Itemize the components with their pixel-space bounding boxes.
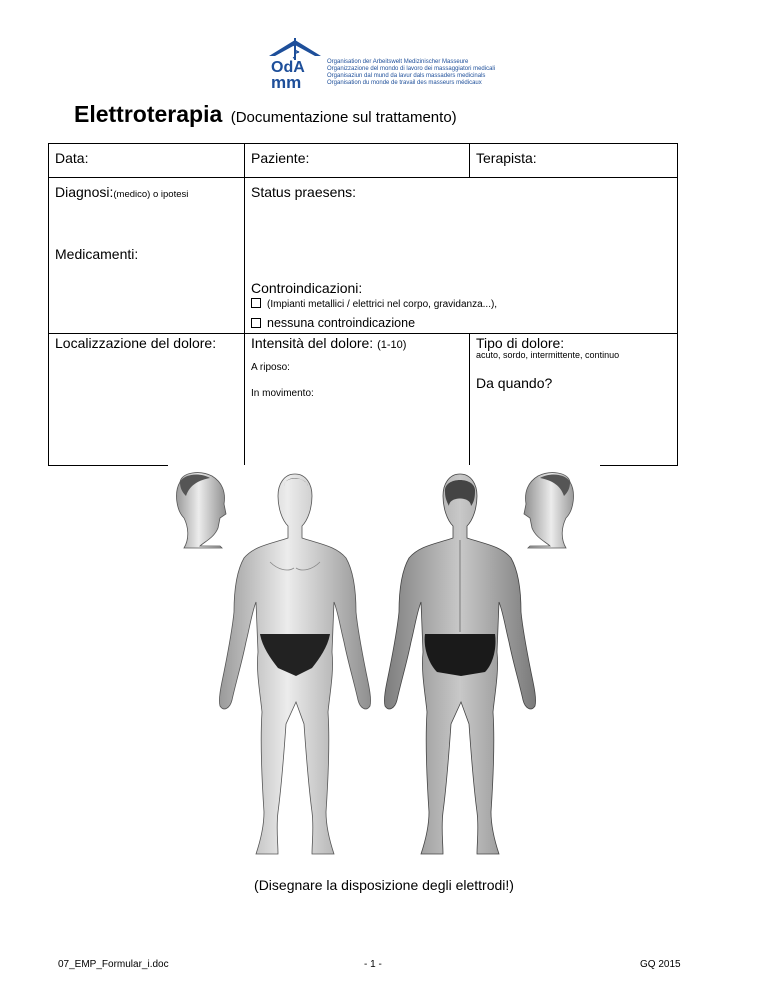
table-border-bottom-left [48, 465, 168, 466]
logo-org-rm: Organisaziun dal mund da lavur dals massaders medicinals [327, 73, 486, 79]
field-localizzazione-label: Localizzazione del dolore: [55, 335, 217, 351]
body-front [219, 474, 370, 854]
logo-org-fr: Organisation du monde de travail des masseurs médicaux [327, 80, 482, 86]
diagram-caption: (Disegnare la disposizione degli elettrodi!) [254, 877, 514, 893]
field-paziente-label: Paziente: [251, 150, 310, 166]
head-profile-right [524, 473, 573, 548]
option-impianti-label: (Impianti metallici / elettrici nel corpo, gravidanza...), [267, 299, 498, 310]
checkbox-impianti[interactable] [251, 298, 261, 308]
footer-version: GQ 2015 [640, 959, 681, 970]
field-tipo-label: Tipo di dolore: [476, 335, 565, 351]
field-intensita-range: (1-10) [377, 339, 407, 351]
title-main: Elettroterapia [74, 101, 223, 127]
field-medicamenti-label: Medicamenti: [55, 246, 139, 262]
option-nessuna[interactable] [251, 316, 415, 330]
field-diagnosi [55, 184, 188, 200]
table-rule-1 [48, 177, 678, 178]
field-terapista-label: Terapista: [476, 150, 537, 166]
field-movimento-label: In movimento: [251, 388, 314, 399]
field-diagnosi-note: (medico) o ipotesi [113, 189, 189, 200]
table-border-top [48, 143, 678, 144]
oda-mm-logo [265, 36, 525, 90]
table-divider-2b [469, 333, 470, 465]
field-data-label: Data: [55, 150, 89, 166]
field-controindicazioni-label: Controindicazioni: [251, 280, 363, 296]
table-border-left [48, 143, 49, 465]
logo-org-it: Organizzazione del mondo di lavoro dei massaggiatori medicali [327, 66, 496, 72]
table-border-right [677, 143, 678, 465]
field-intensita [251, 335, 406, 351]
field-tipo-options: acuto, sordo, intermittente, continuo [476, 350, 620, 360]
table-divider-2a [469, 143, 470, 177]
footer-page-number: - 1 - [364, 959, 382, 970]
logo-text-bottom: mm [271, 73, 302, 90]
logo-organisations [327, 59, 495, 87]
field-da-quando-label: Da quando? [476, 375, 553, 391]
head-profile-left [177, 473, 226, 548]
footer-filename: 07_EMP_Formular_i.doc [58, 959, 169, 970]
field-diagnosi-label: Diagnosi: [55, 184, 114, 200]
logo-text-top: OdA [271, 59, 305, 76]
logo-org-de: Organisation der Arbeitswelt Medizinischer Masseure [327, 59, 469, 65]
table-rule-2 [48, 333, 678, 334]
table-border-bottom-right [600, 465, 678, 466]
checkbox-nessuna[interactable] [251, 318, 261, 328]
page-title [74, 101, 457, 128]
body-back [384, 474, 535, 854]
table-divider-1 [244, 143, 245, 465]
option-nessuna-label: nessuna controindicazione [267, 316, 416, 330]
field-riposo-label: A riposo: [251, 362, 290, 373]
option-impianti[interactable] [251, 298, 497, 310]
logo-mark [265, 36, 325, 90]
field-intensita-label: Intensità del dolore: [251, 335, 374, 351]
field-status-label: Status praesens: [251, 184, 357, 200]
body-diagram [160, 462, 610, 874]
title-subtitle: (Documentazione sul trattamento) [230, 109, 457, 126]
